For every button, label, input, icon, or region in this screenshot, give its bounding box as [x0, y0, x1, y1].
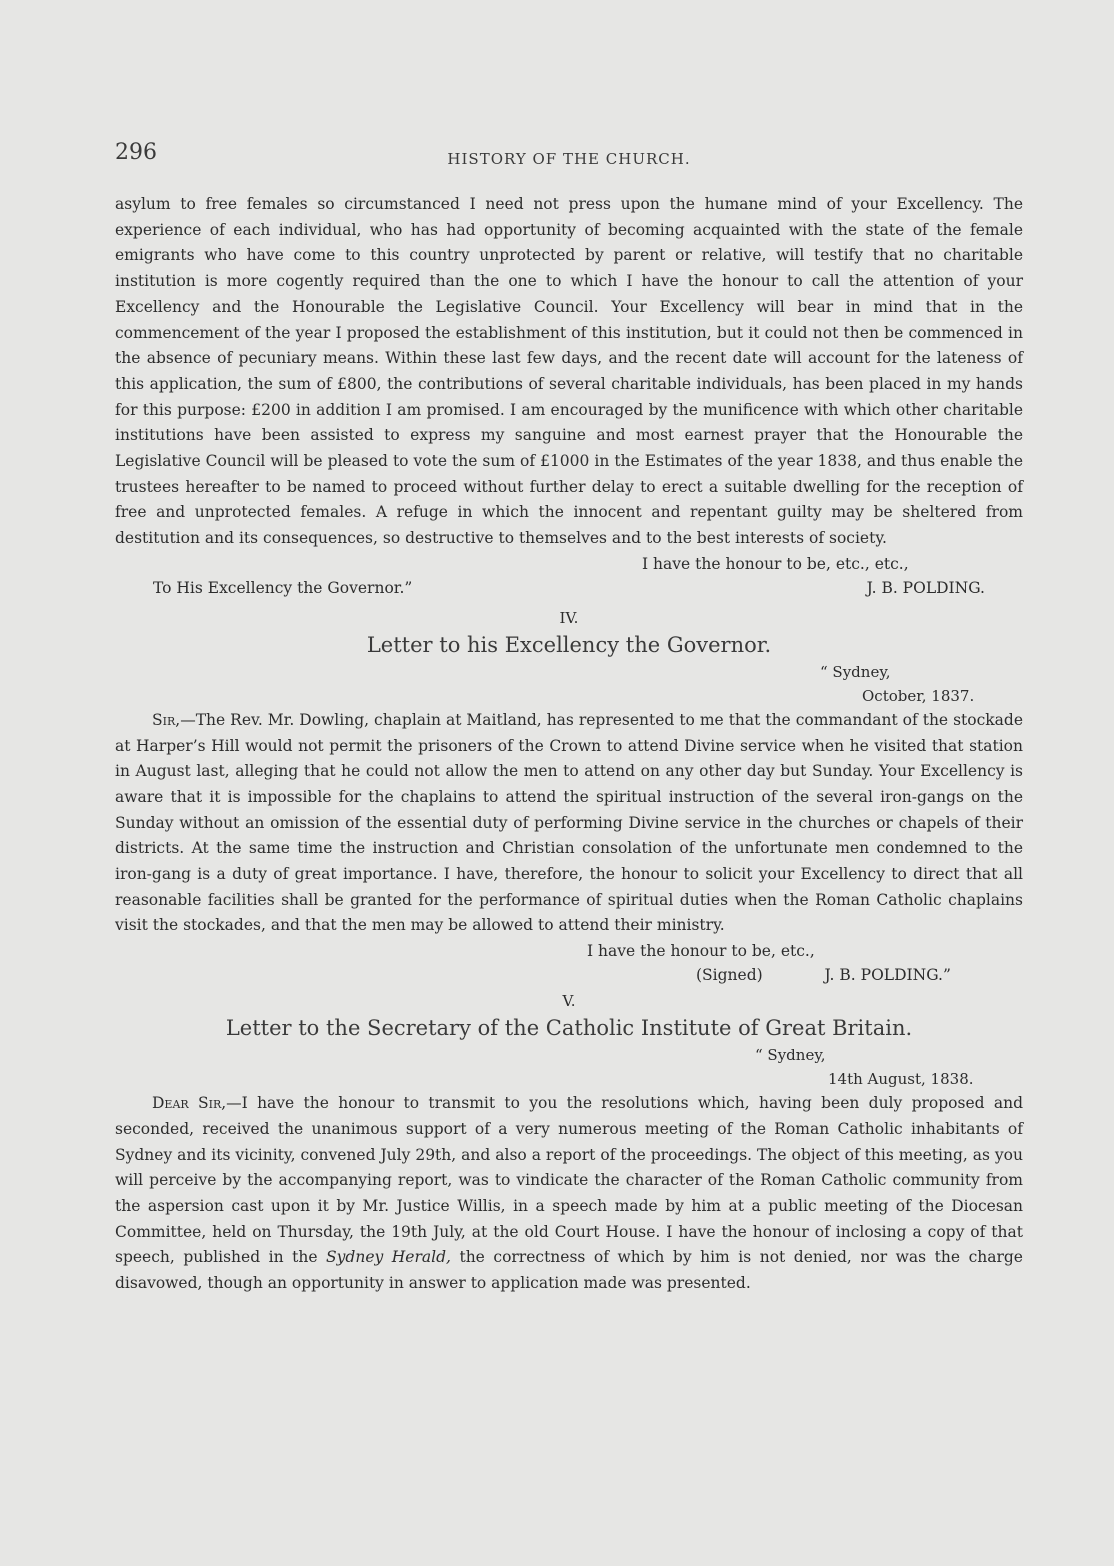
- running-head: HISTORY OF THE CHURCH.: [447, 150, 691, 168]
- letter4-date: October, 1837.: [862, 686, 975, 705]
- letter4-numeral: IV.: [559, 608, 579, 627]
- letter5-salutation: Dear Sir,: [152, 1094, 227, 1113]
- letter4-signed-label: (Signed): [696, 966, 763, 985]
- letter5-numeral: V.: [562, 992, 576, 1011]
- letter4-place: “ Sydney,: [820, 662, 891, 681]
- letter3-signature: J. B. POLDING.: [866, 578, 985, 597]
- letter4-salutation: Sir,: [152, 710, 181, 729]
- letter4-signature: J. B. POLDING.”: [824, 966, 951, 985]
- newspaper-title: Sydney Herald,: [326, 1248, 451, 1267]
- letter3-body: asylum to free females so circumstanced I need not press upon the humane mind of your Excellency. The experience of each individual, who has had opportunity of becoming acquainted with the state of the female emigrants who have come to this country unprotected by parent or relative, will testify that no charitable institution is more cogently required than the one to which I have the honour to call the attention of your Excellency and the Honourable the Legislative Council. Your Excellency will bear in mind that in the commencement of the year I proposed the establishment of this institution, but it could not then be commenced in the absence of pecuniary means. Within these last few days, and the recent date will account for the lateness of this application, the sum of £800, the contributions of several charitable individuals, has been placed in my hands for this purpose: £200 in addition I am promised. I am encouraged by the munificence with which other charitable institutions have been assisted to express my sanguine and most earnest prayer that the Honourable the Legislative Council will be pleased to vote the sum of £1000 in the Estimates of the year 1838, and thus enable the trustees hereafter to be named to proceed without further delay to erect a suitable dwelling for the reception of free and unprotected females. A refuge in which the innocent and repentant guilty may be sheltered from destitution and its consequences, so destructive to themselves and to the best interests of society.: [115, 195, 1023, 548]
- page-body: [115, 192, 1023, 1297]
- letter5-body-part1: —I have the honour to transmit to you the resolutions which, having been duly proposed and seconded, received the unanimous support of a very numerous meeting of the Roman Catholic inhabitants of Sydney and its vicinity, convened July 29th, and also a report of the proceedings. The object of this meeting, as you will perceive by the accompanying report, was to vindicate the character of the Roman Catholic community from the aspersion cast upon it by Mr. Justice Willis, in a speech made by him at a public meeting of the Diocesan Committee, held on Thursday, the 19th July, at the old Court House. I have the honour of inclosing a copy of that speech, published in the: [115, 1094, 1023, 1267]
- letter4-body: [115, 708, 1023, 939]
- letter3-addressee: To His Excellency the Governor.”: [153, 578, 413, 597]
- letter3-signature-line: [115, 576, 1023, 600]
- letter5-body: [115, 1091, 1023, 1297]
- letter4-signature-line: [115, 963, 1023, 987]
- letter5-place: “ Sydney,: [755, 1046, 826, 1065]
- letter4-title: Letter to his Excellency the Governor.: [366, 632, 772, 657]
- letter3-closing: I have the honour to be, etc., etc.,: [642, 554, 909, 573]
- page-number: 296: [115, 140, 157, 165]
- letter4-body-text: —The Rev. Mr. Dowling, chaplain at Maitland, has represented to me that the commandant of the stockade at Harper’s Hill would not permit the prisoners of the Crown to attend Divine service when he visited that station in August last, alleging that he could not allow the men to attend on any other day but Sunday. Your Excellency is aware that it is impossible for the chaplains to attend the spiritual instruction of the several iron-gangs on the Sunday without an omission of the essential duty of performing Divine service in the churches or chapels of their districts. At the same time the instruction and Christian consolation of the unfortunate men condemned to the iron-gang is a duty of great importance. I have, therefore, the honour to solicit your Excellency to direct that all reasonable facilities shall be granted for the performance of spiritual duties when the Roman Catholic chaplains visit the stockades, and that the men may be allowed to attend their ministry.: [115, 710, 1023, 935]
- letter5-date: 14th August, 1838.: [828, 1070, 974, 1089]
- letter5-title: Letter to the Secretary of the Catholic Institute of Great Britain.: [225, 1016, 913, 1041]
- letter4-closing: I have the honour to be, etc.,: [587, 942, 815, 961]
- letter5-body-part2: the correctness of which by him is not denied, nor was the charge disavowed, though an opportunity in answer to application made was presented.: [115, 1248, 1023, 1293]
- page-header: [115, 140, 1023, 172]
